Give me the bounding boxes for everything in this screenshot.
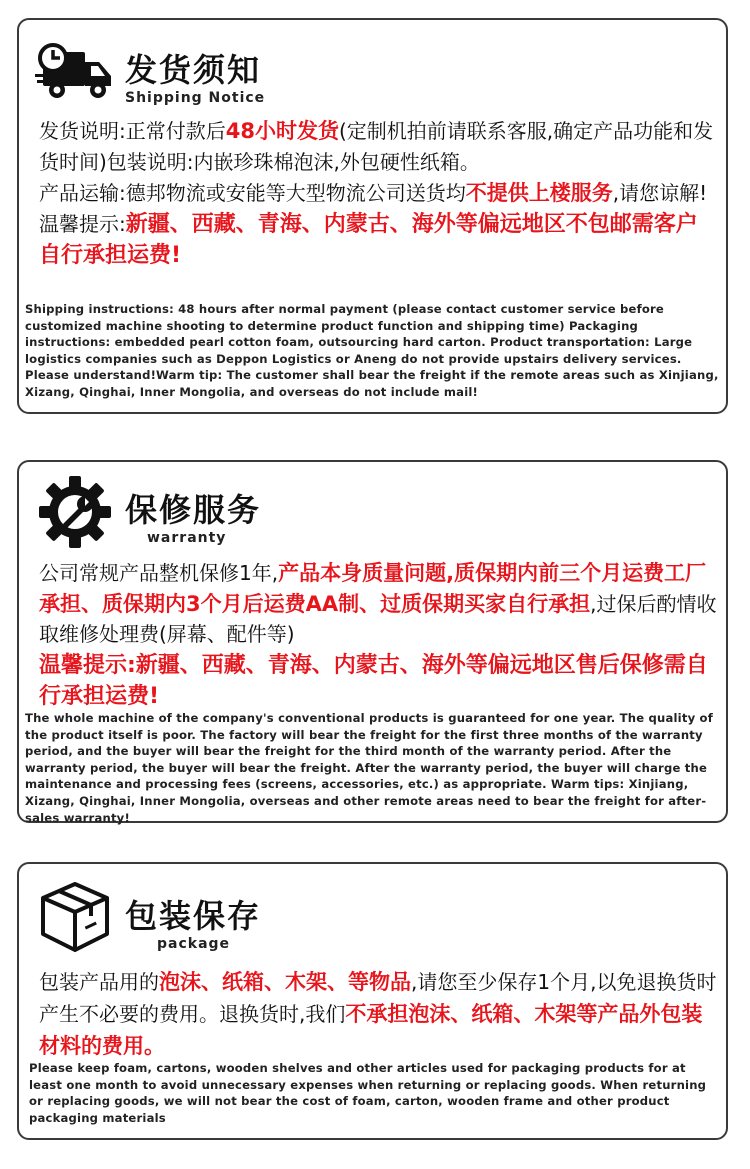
shipping-line-3: 温馨提示:新疆、西藏、青海、内蒙古、海外等偏远地区不包邮需客户自行承担运费! xyxy=(39,212,698,268)
warranty-english-text: The whole machine of the company's conventional products is guaranteed for one year. The quality of the product itself is poor. The factory will bear the freight for the first three months of the warranty period, and the buyer will bear the freight for the third month of the warranty period. After the warranty period, the buyer will bear the freight. After the warranty period, the buyer will charge the maintenance and processing fees (screens, accessories, etc.) as appropriate. Warm tips: Xinjiang, Xizang, Qinghai, Inner Mongolia, overseas and other remote areas need to bear the freight for after-sales warranty! xyxy=(25,711,713,825)
warranty-line-2: 温馨提示:新疆、西藏、青海、内蒙古、海外等偏远地区售后保修需自行承担运费! xyxy=(39,652,708,709)
shipping-line-1: 发货说明:正常付款后48小时发货(定制机拍前请联系客服,确定产品功能和发货时间)包装说明:内嵌珍珠棉泡沫,外包硬性纸箱。 xyxy=(39,119,714,174)
warranty-title: 保修服务 xyxy=(125,491,262,529)
package-header xyxy=(35,876,261,956)
warranty-chinese-text xyxy=(39,558,719,713)
shipping-chinese-text xyxy=(39,116,719,271)
shipping-english-text: Shipping instructions: 48 hours after normal payment (please contact customer service before customized machine shooting to determine product function and shipping time) Packaging instructions: embedded pearl cotton foam, outsourcing hard carton. Product transportation: Large logistics companies such as Deppon Logistics or Aneng do not provide upstairs delivery services. Please understand!Warm tip: The customer shall bear the freight if the remote areas such as Xinjiang, Xizang, Qinghai, Inner Mongolia, and overseas do not include mail! xyxy=(25,302,719,399)
shipping-subtitle: Shipping Notice xyxy=(125,90,266,106)
package-subtitle: package xyxy=(157,936,231,952)
package-title: 包装保存 xyxy=(125,897,262,935)
box-package-icon xyxy=(35,876,115,956)
warranty-header xyxy=(35,472,261,552)
delivery-truck-icon xyxy=(35,36,115,116)
shipping-line-2: 产品运输:德邦物流或安能等大型物流公司送货均不提供上楼服务,请您谅解! xyxy=(39,181,708,205)
shipping-notice-card xyxy=(17,18,728,414)
package-chinese-text xyxy=(39,966,719,1062)
package-line-1: 包装产品用的泡沫、纸箱、木架、等物品,请您至少保存1个月,以免退换货时产生不必要的费用。退换货时,我们不承担泡沫、纸箱、木架等产品外包装材料的费用。 xyxy=(39,970,717,1058)
warranty-subtitle: warranty xyxy=(147,530,227,546)
gear-wrench-icon xyxy=(35,472,115,552)
package-card xyxy=(17,862,728,1140)
warranty-card xyxy=(17,460,728,823)
package-english-text: Please keep foam, cartons, wooden shelves and other articles used for packaging products for at least one month to avoid unnecessary expenses when returning or replacing goods. When returning or replacing goods, we will not bear the cost of foam, carton, wooden frame and other product packaging materials xyxy=(29,1061,707,1125)
shipping-header xyxy=(35,36,265,116)
shipping-title: 发货须知 xyxy=(125,51,262,89)
warranty-line-1: 公司常规产品整机保修1年,产品本身质量问题,质保期内前三个月运费工厂承担、质保期内3个月后运费AA制、过质保期买家自行承担,过保后酌情收取维修处理费(屏幕、配件等) xyxy=(39,561,717,646)
